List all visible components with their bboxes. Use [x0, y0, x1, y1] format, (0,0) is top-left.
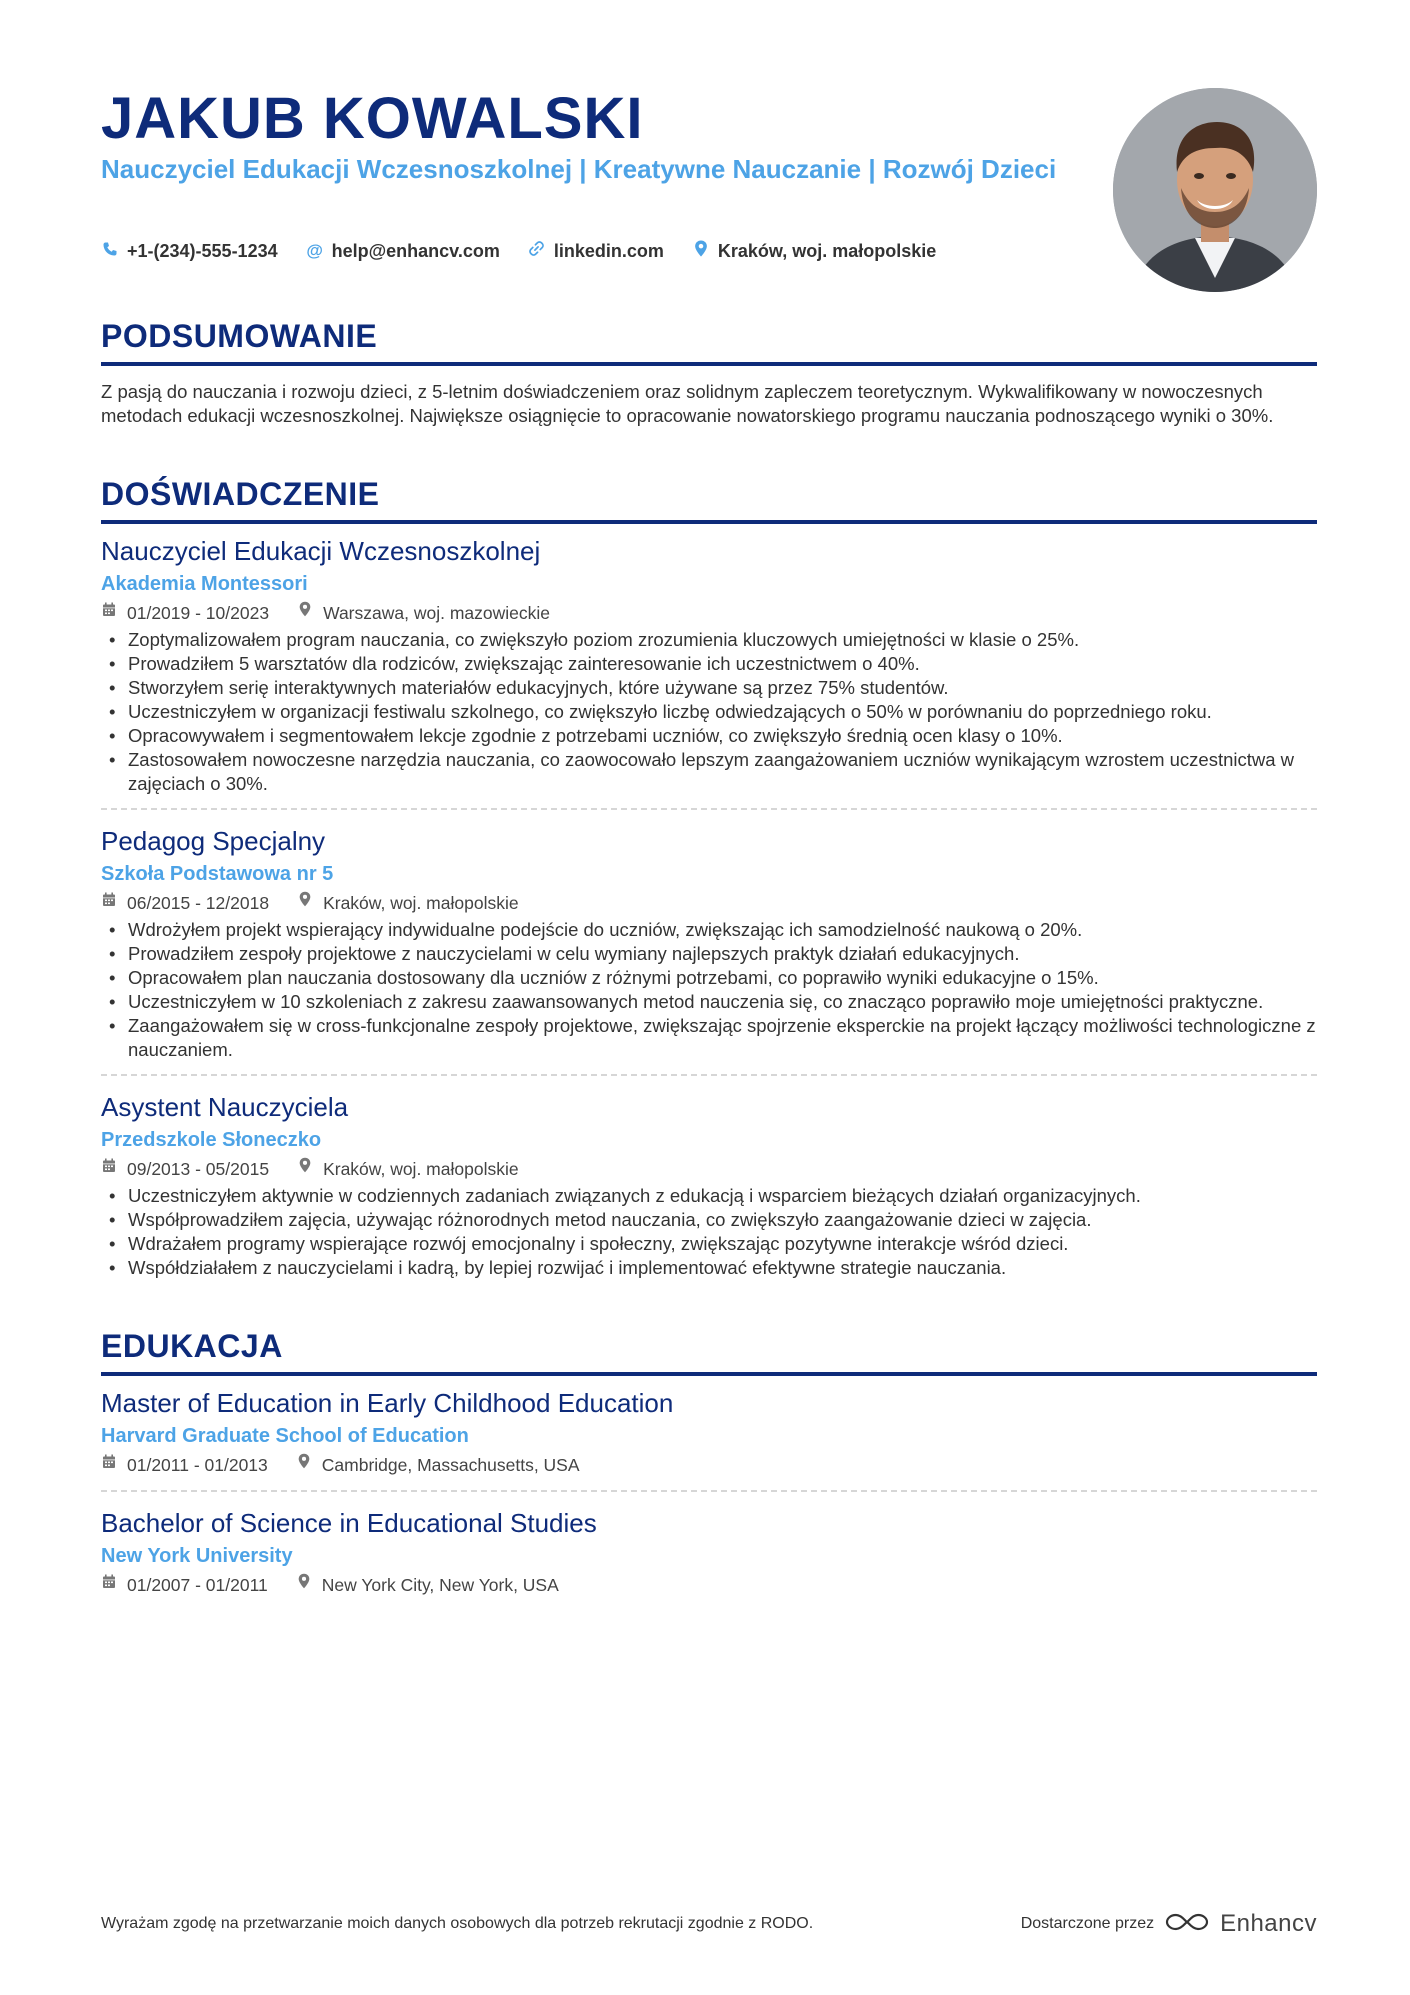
list-item: • Opracowałem plan nauczania dostosowany dla uczniów z różnymi potrzebami, co poprawiło wyniki edukacyjne o 15%.	[101, 966, 1317, 990]
job-dates-text: 01/2019 - 10/2023	[127, 603, 270, 623]
link-icon	[528, 240, 546, 262]
list-item: • Zoptymalizowałem program nauczania, co zwiększyło poziom zrozumienia kluczowych umiejętności w klasie o 25%.	[101, 628, 1317, 652]
resume-header	[101, 0, 1317, 316]
contact-email-text: help@enhancv.com	[331, 240, 500, 261]
experience-entry	[101, 534, 1317, 796]
resume-page	[101, 0, 1317, 1995]
job-meta	[101, 890, 1317, 916]
degree-title: Master of Education in Early Childhood Education	[101, 1388, 674, 1418]
school-name: New York University	[101, 1545, 293, 1567]
education-location	[296, 1572, 559, 1598]
job-title: Asystent Nauczyciela	[101, 1092, 349, 1122]
education-title: EDUKACJA	[101, 1328, 283, 1364]
list-item: • Prowadziłem 5 warsztatów dla rodziców, zwiększając zainteresowanie ich uczestnictwem o 40%.	[101, 652, 1317, 676]
job-bullets	[101, 1184, 1317, 1280]
contact-linkedin[interactable]	[528, 240, 664, 262]
location-icon	[297, 600, 313, 626]
list-item: • Zaangażowałem się w cross-funkcjonalne zespoły projektowe, zwiększając spojrzenie eksperckie na projekt łączący możliwości technologiczne z nauczaniem.	[101, 1014, 1317, 1062]
job-dates-text: 06/2015 - 12/2018	[127, 893, 270, 913]
list-item: • Współdziałałem z nauczycielami i kadrą, by lepiej rozwijać i implementować efektywne strategie nauczania.	[101, 1256, 1317, 1280]
job-bullets	[101, 628, 1317, 796]
education-location-text: Cambridge, Massachusetts, USA	[321, 1455, 580, 1475]
education-entry	[101, 1506, 1317, 1598]
section-divider	[101, 520, 1317, 524]
summary-title: PODSUMOWANIE	[101, 318, 378, 354]
job-location-text: Kraków, woj. małopolskie	[323, 1159, 519, 1179]
calendar-icon	[101, 600, 117, 626]
contact-location	[692, 240, 936, 262]
list-item: • Uczestniczyłem aktywnie w codziennych zadaniach związanych z edukacją i wsparciem bieżących działań organizacyjnych.	[101, 1184, 1317, 1208]
candidate-name: JAKUB KOWALSKI	[101, 86, 644, 151]
education-entry	[101, 1386, 1317, 1478]
summary-text: Z pasją do nauczania i rozwoju dzieci, z 5-letnim doświadczeniem oraz solidnym zapleczem teoretycznym. Wykwalifikowany w nowoczesnych metodach edukacji wczesnoszkolnej. Największe osiągnięcie to opracowanie nowatorskiego programu nauczania podnoszącego wyniki o 30%.	[101, 381, 1274, 426]
school-name: Harvard Graduate School of Education	[101, 1425, 469, 1447]
job-meta	[101, 1156, 1317, 1182]
page-footer	[101, 1910, 1317, 1938]
calendar-icon	[101, 890, 117, 916]
job-company: Akademia Montessori	[101, 573, 308, 595]
education-dates-text: 01/2007 - 01/2011	[127, 1575, 268, 1595]
list-item: • Uczestniczyłem w 10 szkoleniach z zakresu zaawansowanych metod nauczenia się, co znacząco poprawiło moje umiejętności praktyczne.	[101, 990, 1317, 1014]
location-icon	[296, 1452, 312, 1478]
job-title: Pedagog Specjalny	[101, 826, 326, 856]
degree-title: Bachelor of Science in Educational Studies	[101, 1508, 597, 1538]
location-icon	[297, 1156, 313, 1182]
gdpr-consent: Wyrażam zgodę na przetwarzanie moich danych osobowych dla potrzeb rekrutacji zgodnie z RODO.	[101, 1915, 814, 1932]
phone-icon	[101, 241, 119, 262]
entry-divider	[101, 1490, 1317, 1492]
list-item: • Wdrażałem programy wspierające rozwój emocjonalny i społeczny, zwiększając pozytywne interakcje wśród dzieci.	[101, 1232, 1317, 1256]
location-icon	[297, 890, 313, 916]
calendar-icon	[101, 1572, 117, 1598]
location-icon	[296, 1572, 312, 1598]
job-location	[297, 890, 519, 916]
experience-section	[101, 474, 1317, 1280]
education-location	[296, 1452, 580, 1478]
education-location-text: New York City, New York, USA	[321, 1575, 559, 1595]
contact-phone-text: +1-(234)-555-1234	[127, 240, 278, 261]
job-location	[297, 1156, 519, 1182]
education-dates-text: 01/2011 - 01/2013	[127, 1455, 268, 1475]
at-icon: @	[306, 241, 323, 260]
avatar	[1113, 88, 1317, 292]
location-icon	[692, 240, 710, 262]
job-bullets	[101, 918, 1317, 1062]
list-item: • Wdrożyłem projekt wspierający indywidualne podejście do uczniów, zwiększając ich samodzielność naukową o 20%.	[101, 918, 1317, 942]
enhancv-logo-icon	[1164, 1911, 1210, 1938]
contact-linkedin-text: linkedin.com	[553, 240, 664, 261]
job-location-text: Kraków, woj. małopolskie	[323, 893, 519, 913]
candidate-tagline: Nauczyciel Edukacji Wczesnoszkolnej | Kreatywne Nauczanie | Rozwój Dzieci	[101, 154, 1057, 184]
brand-credit[interactable]	[1021, 1910, 1317, 1938]
calendar-icon	[101, 1452, 117, 1478]
brand-name: Enhancv	[1220, 1910, 1317, 1937]
contact-location-text: Kraków, woj. małopolskie	[717, 240, 937, 261]
education-dates	[101, 1572, 268, 1598]
entry-divider	[101, 808, 1317, 810]
education-section	[101, 1326, 1317, 1598]
contact-phone[interactable]	[101, 241, 278, 262]
education-meta	[101, 1452, 1317, 1478]
list-item: • Współprowadziłem zajęcia, używając różnorodnych metod nauczania, co zwiększyło zaangażowanie dzieci w zajęcia.	[101, 1208, 1317, 1232]
job-dates-text: 09/2013 - 05/2015	[127, 1159, 270, 1179]
experience-entry	[101, 1090, 1317, 1280]
calendar-icon	[101, 1156, 117, 1182]
job-location-text: Warszawa, woj. mazowieckie	[323, 603, 550, 623]
education-meta	[101, 1572, 1317, 1598]
list-item: • Prowadziłem zespoły projektowe z nauczycielami w celu wymiany najlepszych praktyk działań edukacyjnych.	[101, 942, 1317, 966]
section-divider	[101, 1372, 1317, 1376]
experience-entry	[101, 824, 1317, 1062]
summary-section	[101, 316, 1317, 428]
job-company: Przedszkole Słoneczko	[101, 1129, 322, 1151]
list-item: • Uczestniczyłem w organizacji festiwalu szkolnego, co zwiększyło liczbę odwiedzających o 50% w porównaniu do poprzedniego roku.	[101, 700, 1317, 724]
list-item: • Opracowywałem i segmentowałem lekcje zgodnie z potrzebami uczniów, co zwiększyło średnią ocen klasy o 10%.	[101, 724, 1317, 748]
experience-title: DOŚWIADCZENIE	[101, 476, 380, 512]
job-dates	[101, 600, 269, 626]
section-divider	[101, 362, 1317, 366]
entry-divider	[101, 1074, 1317, 1076]
job-location	[297, 600, 550, 626]
job-dates	[101, 890, 269, 916]
job-company: Szkoła Podstawowa nr 5	[101, 863, 334, 885]
list-item: • Stworzyłem serię interaktywnych materiałów edukacyjnych, które używane są przez 75% studentów.	[101, 676, 1317, 700]
list-item: • Zastosowałem nowoczesne narzędzia nauczania, co zaowocowało lepszym zaangażowaniem uczniów wynikającym wzrostem uczestnictwa w zajęciach o 30%.	[101, 748, 1317, 796]
contact-email[interactable]	[306, 241, 500, 262]
powered-by-label: Dostarczone przez	[1020, 1915, 1155, 1932]
education-dates	[101, 1452, 268, 1478]
job-title: Nauczyciel Edukacji Wczesnoszkolnej	[101, 536, 541, 566]
job-dates	[101, 1156, 269, 1182]
job-meta	[101, 600, 1317, 626]
contact-row	[101, 240, 936, 262]
